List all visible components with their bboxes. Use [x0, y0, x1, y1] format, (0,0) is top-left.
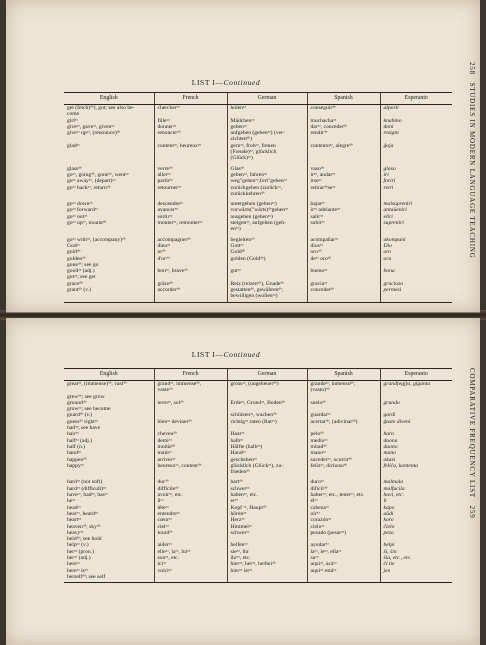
cell-esperanto: alporti: [380, 105, 452, 112]
cell-german: Haarᵃᵃ: [227, 431, 307, 437]
cell-french: cielᵃᵃ: [154, 524, 227, 530]
cell-spanish: pesado (pesarᵃᵃ): [307, 530, 380, 536]
cell-esperanto: ŝia, etc., etc.: [380, 555, 452, 561]
cell-german: habenᵃᵃ, etc.: [227, 492, 307, 498]
cell-french: bienᵃᵃ devinerᵈᵇ: [154, 419, 227, 425]
cell-esperanto: li: [380, 498, 452, 504]
cell-english: grewᵈᵇ; see grow: [67, 393, 105, 400]
cell-english: goodᵃᵃ (adj.): [67, 268, 95, 275]
cell-german: untergehen (gehenᵃᵃ): [227, 197, 307, 207]
cell-german: weg"gehenᵃᵃ,fort"gehenᵃᵃ: [227, 178, 307, 184]
running-head: [460, 368, 476, 519]
cell-german: schwerᵃᵃ: [227, 486, 307, 492]
cell-esperanto: graciozo: [380, 281, 452, 287]
cell-german: erᵃᵃ: [227, 498, 307, 504]
cell-esperanto: haro: [380, 431, 452, 437]
header-english: English: [64, 369, 154, 381]
cell-spanish: bajarᵃᵃ: [307, 197, 380, 207]
cell-esperanto: [380, 574, 452, 583]
cell-english: hereᵃᵃ isᵃᵃ: [67, 567, 88, 574]
cell-german: geschehenᵃᵃ: [227, 457, 307, 463]
table-row: [64, 574, 452, 583]
cell-esperanto: malfacila: [380, 486, 452, 492]
cell-english: giveᵃᵃ upᵃᵃ, (renounce)ᵈᵇ: [67, 130, 121, 137]
cell-german: (Freude)ᵃᵃ, glücklich: [227, 149, 307, 155]
cell-esperanto: helpi: [380, 542, 452, 548]
cell-spanish: guardarᵃᵃ: [307, 412, 380, 418]
cell-french: bonᵃᵃ, braveᵈᵇ: [154, 268, 227, 274]
cell-french: moitiéᵈᵇ: [154, 444, 227, 450]
cell-german: hörenᵃᵃ: [227, 511, 307, 517]
cell-german: begleitenᵈᵇ: [227, 233, 307, 243]
cell-french: cheveuᵈᵇ: [154, 431, 227, 437]
header-english: English: [64, 93, 154, 105]
cell-english: herselfᵈᵇ; see self: [64, 574, 154, 583]
cell-french: sortirᵃᵃ: [154, 214, 227, 220]
cell-esperanto: reiri: [380, 185, 452, 191]
cell-esperanto: malmola: [380, 475, 452, 485]
cell-german: grossᵃᵃ, (ungeheuerᵈᵇ): [227, 381, 307, 388]
cell-german: Glasᵈᵇ: [227, 162, 307, 172]
cell-esperanto: ŝi, ŝin: [380, 549, 452, 555]
cell-german: steigenᵃᵃ, aufgehen (geh-: [227, 220, 307, 226]
cell-esperanto: ĉi tie: [380, 561, 452, 567]
cell-english: heavenᵈᵇ, skyᵈᵇ: [67, 523, 101, 530]
cell-esperanto: peza: [380, 530, 452, 536]
cell-french: accompagnerᵈᵇ: [154, 233, 227, 243]
cell-english: hairᵃᵃ: [67, 431, 79, 438]
table-header-row: [64, 369, 452, 381]
page-number: 259: [468, 505, 476, 519]
cell-english: goᵃᵃ awayᵃᵃ, (depart)ᵃᵃ: [67, 178, 116, 185]
running-head-text: COMPARATIVE FREQUENCY LIST: [468, 368, 476, 498]
cell-german: bewilligen (wollenᵃᵃ): [227, 293, 307, 302]
cell-english: handᵃᵃ: [67, 450, 81, 457]
cell-german: holenᵃᵃ: [227, 105, 307, 112]
cell-esperanto: malsupreniri: [380, 197, 452, 207]
cell-english: girlᵃᵃ: [67, 117, 78, 124]
cell-spanish: acompañarᵃᵃ: [307, 233, 380, 243]
cell-english: goneᵈᵇ; see go: [67, 261, 99, 268]
cell-german: friedenᵈᵇ: [227, 469, 307, 475]
cell-spanish: sucederᵃᵃ, ocurrirᵈᵇ: [307, 457, 380, 463]
cell-spanish: difícilᵈᵇ: [307, 486, 380, 492]
cell-french: cœurᵃᵃ: [154, 517, 227, 523]
cell-french: donnerᵃᵃ: [154, 124, 227, 130]
header-esperanto: Esperanto: [380, 93, 452, 105]
cell-esperanto: iri: [380, 172, 452, 178]
cell-french: aiderᵃᵃ: [154, 542, 227, 548]
cell-spanish: laᵃᵃ, leᵃᵃ, ellaᵃᵃ: [307, 549, 380, 555]
vocabulary-table: [64, 368, 452, 583]
page-259: [6, 318, 480, 645]
cell-spanish: (vasto)ᵈᵇ: [307, 387, 380, 393]
cell-esperanto: ĝuste diveni: [380, 419, 452, 425]
cell-spanish: buenoᵃᵃ: [307, 268, 380, 274]
cell-spanish: irᵃᵃ, andarᵃᵃ: [307, 172, 380, 178]
cell-french: allerᵃᵃ: [154, 172, 227, 178]
cell-spanish: cabezaᵃᵃ: [307, 505, 380, 511]
cell-english: heavyᵃᵃ: [67, 529, 84, 536]
running-head: [460, 62, 476, 259]
cell-german: ihrᵃᵃ, etc.: [227, 555, 307, 561]
header-german: German: [227, 93, 307, 105]
cell-spanish: conseguirᵈᵇ: [307, 105, 380, 112]
cell-english: guardᵈᵇ (v.): [67, 412, 93, 419]
cell-english: goᵃᵃ outᵃᵃ: [67, 213, 88, 220]
cell-french: heureuxᵃᵃ, contentᵈᵇ: [154, 463, 227, 469]
cell-english: grantᵈᵇ (v.): [67, 287, 91, 294]
cell-english: hardᵃᵃ (difficult)ᵃᵃ: [67, 485, 107, 492]
cell-german: golden (Goldᵈᵇ): [227, 256, 307, 262]
cell-german: halbᵃᵃ: [227, 438, 307, 444]
cell-german: helfenᵃᵃ: [227, 542, 307, 548]
cell-english: herᵃᵃ (adj.): [67, 555, 91, 562]
cell-spanish: [307, 574, 380, 583]
cell-spanish: duroᵃᵃ: [307, 475, 380, 485]
table-row: [64, 162, 452, 172]
cell-english: come: [67, 111, 80, 118]
cell-esperanto: Dio: [380, 243, 452, 249]
cell-spanish: élᵃᵃ: [307, 498, 380, 504]
cell-german: gernᵃᵃ, frohᵃᵃ, frenen: [227, 143, 307, 149]
cell-french: [154, 574, 227, 583]
cell-esperanto: grand(egj)a, giganta: [380, 381, 452, 388]
cell-german: Reiz (reizenᵈᵇ), Gnadeᵈᵇ: [227, 281, 307, 287]
cell-german: Erdeᵃᵃ, Grundᵃᵃ, Bodenᵈᵇ: [227, 400, 307, 406]
cell-german: aufgeben (gebenᵃᵃ) (ver-: [227, 130, 307, 136]
cell-german: hierᵃᵃ istᵃᵃ: [227, 568, 307, 574]
cell-english: half (n.): [67, 443, 86, 450]
cell-german: Herzᵃᵃ: [227, 517, 307, 523]
cell-esperanto: knabino: [380, 118, 452, 124]
cell-french: sonᵃᵃ, etc.: [154, 555, 227, 561]
cell-french: demiᵃᵃ: [154, 438, 227, 444]
cell-esperanto: oro: [380, 249, 452, 255]
cell-french: filleᵃᵃ: [154, 118, 227, 124]
cell-english: heartᵃᵃ: [67, 517, 82, 524]
cell-english: graceᵈᵇ: [67, 280, 83, 287]
cell-german: schwerᵃᵃ: [227, 530, 307, 536]
cell-english: Godᵃᵃ: [67, 242, 80, 249]
table-row: [64, 381, 452, 388]
cell-esperanto: doni: [380, 124, 452, 130]
table-row: [64, 293, 452, 302]
cell-french: [154, 293, 227, 302]
cell-esperanto: jen: [380, 568, 452, 574]
cell-spanish: retirarᵈᵇseᵃᵃ: [307, 185, 380, 191]
cell-german: Handᵃᵃ: [227, 450, 307, 456]
cell-spanish: manoᵃᵃ: [307, 450, 380, 456]
cell-english: hereᵃᵃ: [67, 561, 80, 568]
cell-french: mainᵃᵃ: [154, 450, 227, 456]
cell-french: accorderᵈᵇ: [154, 287, 227, 293]
cell-french: arriverᵃᵃ: [154, 457, 227, 463]
cell-esperanto: gardi: [380, 412, 452, 418]
cell-spanish: diosᵃᵃ: [307, 243, 380, 249]
cell-esperanto: antaŭeniri: [380, 207, 452, 213]
cell-spanish: muchachaᵃᵃ: [307, 118, 380, 124]
table-row: [64, 475, 452, 485]
cell-german: zichtenᵈᵇ): [227, 136, 307, 142]
cell-esperanto: grundo: [380, 400, 452, 406]
cell-spanish: salirᵃᵃ: [307, 214, 380, 220]
header-esperanto: Esperanto: [380, 369, 452, 381]
cell-esperanto: okazi: [380, 457, 452, 463]
cell-english: [64, 293, 154, 302]
cell-english: giveᵃᵃ, gaveᵃᵃ, givenᵃᵃ: [67, 123, 115, 130]
cell-french: avancerᵃᵃ: [154, 207, 227, 213]
cell-french: verreᵈᵇ: [154, 162, 227, 172]
table-row: [64, 105, 452, 112]
cell-german: zurückgehen (zurückᵃᵃ,: [227, 185, 307, 191]
table-row: [64, 197, 452, 207]
cell-spanish: oroᵈᵇ: [307, 249, 380, 255]
cell-french: retournerᵃᵃ: [154, 185, 227, 191]
cell-spanish: aquíᵃᵃ, acáᵃᵃ: [307, 561, 380, 567]
cell-english: herᵃᵃ (pron.): [67, 548, 94, 555]
cell-german: enᵃᵃ): [227, 226, 307, 232]
cell-spanish: ayudarᵃᵃ: [307, 542, 380, 548]
cell-spanish: medioᵃᵃ: [307, 438, 380, 444]
cell-english: goldᵈᵇ: [67, 249, 81, 256]
cell-esperanto: kapo: [380, 505, 452, 511]
cell-french: dieuᵃᵃ: [154, 243, 227, 249]
cell-esperanto: ĉielo: [380, 524, 452, 530]
cell-english: growᵃᵃ; see become: [67, 406, 111, 413]
header-spanish: Spanish: [307, 369, 380, 381]
header-french: French: [154, 369, 227, 381]
cell-esperanto: foriri: [380, 178, 452, 184]
cell-spanish: felizᵃᵃ, dichosoᵈᵇ: [307, 463, 380, 469]
cell-esperanto: [380, 293, 452, 302]
cell-spanish: contentoᵃᵃ, alegreᵈᵇ: [307, 143, 380, 149]
cell-english: glassᵈᵇ: [67, 165, 82, 172]
cell-esperanto: aŭdi: [380, 511, 452, 517]
cell-german: gehenᵃᵃ, fahrenᵃᵃ: [227, 172, 307, 178]
cell-french: avoirᵃᵃ, etc.: [154, 492, 227, 498]
cell-spanish: concederᵈᵇ: [307, 287, 380, 293]
vocabulary-table: [64, 92, 452, 303]
cell-spanish: grandeᵃᵃ, inmensoᵈᵇ,: [307, 381, 380, 388]
cell-esperanto: eliri: [380, 214, 452, 220]
cell-english: gladᵃᵃ: [67, 142, 80, 149]
header-french: French: [154, 93, 227, 105]
cell-english: guessᵈᵇ rightᵃᵃ: [67, 418, 98, 425]
cell-english: haveᵃᵃ, hadᵃᵃ, hasᵃᵃ: [67, 492, 108, 499]
cell-esperanto: permesi: [380, 287, 452, 293]
cell-esperanto: rezigni: [380, 130, 452, 136]
cell-english: groundᵈᵇ: [67, 399, 87, 406]
table-row: [64, 233, 452, 243]
cell-english: greatᵃᵃ, (immense)ᵈᵇ, vastᵈᵇ: [67, 381, 127, 387]
header-spanish: Spanish: [307, 93, 380, 105]
cell-english: heᵃᵃ: [67, 498, 76, 505]
cell-german: schützenᵃᵃ, wachenᵈᵇ: [227, 412, 307, 418]
page-number: 258: [468, 62, 476, 75]
cell-german: Hälfte (halbᵃᵃ): [227, 444, 307, 450]
cell-german: richtigᵃᵃ raten (Ratᵃᵃ): [227, 419, 307, 425]
cell-esperanto: duona: [380, 438, 452, 444]
cell-spanish: oírᵃᵃ: [307, 511, 380, 517]
header-german: German: [227, 369, 307, 381]
cell-french: durᵈᵇ: [154, 475, 227, 485]
cell-german: glücklich (Glückᵃᵃ), zu-: [227, 463, 307, 469]
cell-french: iciᵃᵃ: [154, 561, 227, 567]
cell-english: goldenᵈᵇ: [67, 255, 86, 262]
cell-esperanto: ĝoja: [380, 143, 452, 149]
cell-french: chercherᵃᵃ: [154, 105, 227, 112]
cell-spanish: [307, 293, 380, 302]
cell-french: vasteᵈᵇ: [154, 387, 227, 393]
cell-spanish: irᵃᵃ adelanteᵃᵃ: [307, 207, 380, 213]
cell-esperanto: glaso: [380, 162, 452, 172]
cell-german: ausgehen (gehenᵃᵃ): [227, 214, 307, 220]
cell-german: Himmelᵃᵃ: [227, 524, 307, 530]
cell-spanish: darᵃᵃ, concederᵈᵇ: [307, 124, 380, 130]
cell-spanish: mitadᵈᵇ: [307, 444, 380, 450]
cell-esperanto: supreniri: [380, 220, 452, 226]
cell-german: Mädchenᵃᵃ: [227, 118, 307, 124]
cell-spanish: graciaᵃᵃ: [307, 281, 380, 287]
cell-spanish: peloᵈᵇ: [307, 431, 380, 437]
cell-english: goᵃᵃ upᵃᵃ, mountᵈᵇ: [67, 220, 107, 227]
cell-esperanto: duono: [380, 444, 452, 450]
cell-german: Goldᵈᵇ: [227, 249, 307, 255]
cell-english: happenᵈᵇ: [67, 456, 87, 463]
cell-french: têteᵃᵃ: [154, 505, 227, 511]
cell-spanish: cieloᵃᵃ: [307, 524, 380, 530]
list-title: LIST I—Continued: [191, 78, 261, 87]
cell-german: Gottᵃᵃ: [227, 243, 307, 249]
cell-english: goᵃᵃ withᵃᵃ, (accompany)ᵈᵇ: [67, 236, 126, 243]
cell-german: [227, 574, 307, 583]
cell-english: hearᵃᵃ, heardᵃᵃ: [67, 510, 98, 517]
cell-spanish: sueloᵈᵇ: [307, 400, 380, 406]
cell-french: lourdᵈᵇ: [154, 530, 227, 536]
cell-french: contentᵃᵃ, heureuxᵃᵃ: [154, 143, 227, 149]
cell-english: goᵃᵃ downᵃᵃ: [67, 201, 93, 208]
cell-english: gotᵃᵃ; see get: [67, 274, 96, 281]
cell-french: renoncerᵈᵇ: [154, 130, 227, 136]
cell-english: hardᵃᵃ (not soft): [67, 479, 103, 486]
cell-english: goᵃᵃ forwardᵃᵃ: [67, 207, 98, 214]
cell-german: vorwärts("wärts)ᵈᵇgehenᵃᵃ: [227, 207, 307, 213]
cell-german: zurückkehrenᵈᵇ: [227, 191, 307, 197]
cell-spanish: acertarᵈᵇ, (adivinarᵈᵇ): [307, 419, 380, 425]
cell-english: helpᵃᵃ (v.): [67, 542, 89, 549]
cell-german: hartᵈᵇ: [227, 475, 307, 485]
cell-spanish: haberᵃᵃ, etc., tenerᵃᵃ, etc.: [307, 492, 380, 498]
cell-english: hadᵃᵃ; see have: [67, 425, 101, 432]
cell-english: heldᵈᵇ; see hold: [67, 536, 102, 543]
cell-english: halfᵃᵃ (adj.): [67, 437, 93, 444]
cell-esperanto: mano: [380, 450, 452, 456]
cell-esperanto: bona: [380, 268, 452, 274]
cell-french: terreᵃᵃ, solᵈᵇ: [154, 400, 227, 406]
cell-german: Kopf ᵃᵃ, Hauptᵈᵇ: [227, 505, 307, 511]
page-258: [6, 0, 480, 313]
cell-french: grandᵃᵃ, immenseᵈᵇ,: [154, 381, 227, 388]
cell-french: voiciᵃᵃ: [154, 568, 227, 574]
cell-english: happyᵃᵃ: [67, 462, 84, 469]
cell-french: orᵈᵇ: [154, 249, 227, 255]
cell-esperanto: akompani: [380, 233, 452, 243]
cell-esperanto: feliĉa, kontenta: [380, 463, 452, 469]
cell-german: hierᵃᵃ, herᵃᵃ, herbeiᵈᵇ: [227, 561, 307, 567]
cell-french: elleᵃᵃ, laᵃᵃ, luiᵃᵃ: [154, 549, 227, 555]
cell-esperanto: havi, etc.: [380, 492, 452, 498]
cell-french: entendreᵃᵃ: [154, 511, 227, 517]
cell-german: sieᵃᵃ, ihr: [227, 549, 307, 555]
cell-spanish: corazónᵃᵃ: [307, 517, 380, 523]
cell-spanish: aquíᵃᵃ estáᵃᵃ: [307, 568, 380, 574]
cell-english: goᵃᵃ backᵃᵃ, returnᵈᵇ: [67, 184, 111, 191]
cell-french: d'orᵈᵇ: [154, 256, 227, 262]
cell-spanish: suᵃᵃ: [307, 555, 380, 561]
cell-spanish: vasoᵈᵇ: [307, 162, 380, 172]
cell-spanish: irseᵃᵃ: [307, 178, 380, 184]
cell-german: gestattenᵈᵇ, gewährenᵈᵇ,: [227, 287, 307, 293]
table-header-row: [64, 93, 452, 105]
cell-spanish: deᵃᵃ oroᵈᵇ: [307, 256, 380, 262]
cell-english: get (fetch)ᵈᵇ), got; see also be-: [67, 105, 135, 111]
cell-french: ilᵃᵃ: [154, 498, 227, 504]
cell-german: gutᵃᵃ: [227, 268, 307, 274]
cell-esperanto: koro: [380, 517, 452, 523]
cell-german: (Glück)ᵃᵃ): [227, 155, 307, 161]
cell-english: headᵃᵃ: [67, 504, 81, 511]
cell-french: difficileᵈᵇ: [154, 486, 227, 492]
cell-german: gebenᵃᵃ: [227, 124, 307, 130]
cell-english: goᵃᵃ, goingᵈᵇ, goneᵈᵇ, wentᵃᵃ: [67, 171, 129, 178]
cell-french: monterᵃᵃ, remonterᵃᵃ: [154, 220, 227, 226]
cell-french: grâceᵈᵇ: [154, 281, 227, 287]
cell-spanish: subirᵃᵃ: [307, 220, 380, 226]
cell-french: partirᵃᵃ: [154, 178, 227, 184]
list-title: LIST I—Continued: [191, 350, 261, 359]
cell-spanish: rendirᵈᵇ: [307, 130, 380, 136]
running-head-text: STUDIES IN MODERN LANGUAGE TEACHING: [468, 82, 476, 259]
cell-french: descendreᵃᵃ: [154, 197, 227, 207]
cell-esperanto: ora: [380, 256, 452, 262]
